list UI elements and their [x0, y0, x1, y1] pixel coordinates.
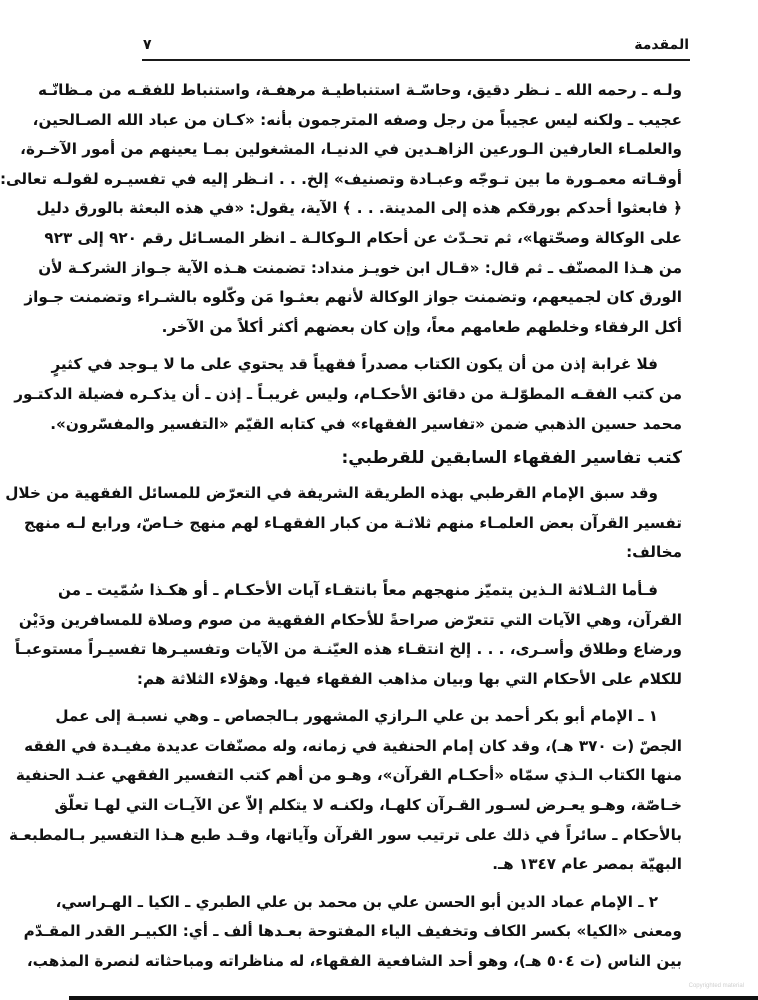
text-line: ٢ ـ الإمام عماد الدين أبو الحسن علي بن محمد بن علي الطبري ـ الكيا ـ الهـراسي، — [55, 892, 658, 911]
text-line: عجيب ـ ولكنه ليس عجيباً من رجل وصفه المترجمون بأنه: «كـان من عباد الله الصـالحين، — [32, 110, 682, 129]
text-line: تفسير القرآن بعض العلمـاء منهم ثلاثـة من كبار الفقهـاء لهم منهج خـاصّ، ورابع لـه منهج — [23, 513, 682, 532]
list-item-kiya-harrasi — [23, 888, 682, 977]
paragraph-conclusion — [14, 350, 682, 439]
text-line: البهيّة بمصر عام ١٣٤٧ هـ. — [492, 855, 682, 874]
paragraph-intro — [0, 76, 682, 342]
text-line: القرآن، وهي الآيات التي تتعرّض صراحةً للأحكام الفقهية من صوم وصلاة للمسافرين ودَيْن — [18, 610, 682, 629]
bottom-edge-bar — [69, 996, 758, 1000]
text-line: ١ ـ الإمام أبو بكر أحمد بن علي الـرازي المشهور بـالجصاص ـ وهي نسبـة إلى عمل — [55, 707, 658, 726]
list-item-jassas — [9, 702, 682, 880]
copyright-watermark: Copyrighted material — [688, 983, 744, 989]
paragraph-three-scholars — [14, 576, 682, 694]
text-line: فلا غرابة إذن من أن يكون الكتاب مصدراً فقهياً قد يحتوي على ما لا يـوجد في كثيرٍ — [51, 355, 658, 374]
text-line: وقد سبق الإمام القرطبي بهذه الطريقة الشريفة في التعرّض للمسائل الفقهية من خلال — [5, 484, 658, 503]
text-line: ورضاع وطلاق وأسـرى، . . . إلخ انتقـاء هذه العيّنـة من الآيات وتفسيـرها تفسيـراً مستوعبـاً — [14, 640, 682, 659]
page-number: ٧ — [143, 37, 152, 53]
body-text — [0, 76, 682, 977]
text-line: للكلام على الأحكام التي بها وبيان مذاهب الفقهاء فيها. وهؤلاء الثلاثة هم: — [136, 669, 682, 688]
text-line: ولـه ـ رحمه الله ـ نـظر دقيق، وحاسّـة استنباطيـة مرهفـة، واستنباط للفقـه من مـظانّـه — [38, 81, 682, 99]
paragraph-gap — [145, 342, 682, 350]
text-line: من كتب الفقـه المطوّلـة من دقائق الأحكـام، وليس غريبـاً ـ إذن ـ أن يذكـره فضيلة الدكتـور — [14, 384, 682, 403]
text-line: بين الناس (ت ٥٠٤ هـ)، وهو أحد الشافعية الفقهاء، له مناظراته ومباحثاته لنصرة المذهب، — [26, 952, 682, 971]
quran-quote-line: ﴿ فابعثوا أحدكم بورقكم هذه إلى المدينة. . . ﴾ الآية، يقول: «في هذه البعثة بالورق دليل — [36, 199, 682, 218]
text-line: منها الكتاب الـذي سمّاه «أحكـام القرآن»، وهـو من أهم كتب التفسير الفقهي عنـد الحنفية — [15, 766, 682, 785]
paragraph-predecessors — [5, 479, 682, 568]
text-line: أوقـاته معمـورة ما بين تـوجّه وعبـادة وتصنيف» إلخ. . . انـظر إليه في تفسيـره لقولـه تعالى: — [0, 169, 682, 188]
text-line: ومعنى «الكيا» بكسر الكاف وتخفيف الياء المفتوحة بعـدها ألف ـ أي: الكبيـر القدر المقـدّم — [23, 922, 682, 941]
text-line: من هـذا المصنّف ـ ثم قال: «قـال ابن خويـز منداد: تضمنت هـذه الآية جـواز الشركـة لأن — [38, 258, 682, 277]
text-line: مخالف: — [626, 543, 682, 562]
text-line: فـأما الثـلاثة الـذين يتميّز منهجهم معاً بانتقـاء آيات الأحكـام ـ أو هكـذا سُمّيت ـ من — [58, 580, 658, 599]
paragraph-gap — [145, 880, 682, 888]
text-line: والعلمـاء العارفين الـورعين الزاهـدين في الدنيـا، المشغولين بمـا يعينهم من أمور الآخـرة، — [20, 140, 682, 159]
paragraph-gap — [145, 568, 682, 576]
paragraph-gap — [145, 694, 682, 702]
running-head — [143, 34, 689, 56]
running-title: المقدمة — [634, 37, 689, 53]
header-rule — [142, 59, 690, 61]
text-line: أكل الرفقاء وخلطهم طعامهم معاً، وإن كان بعضهم أكثر أكلاً من الآخر. — [161, 317, 682, 336]
text-line: بالأحكام ـ سائراً في ذلك على ترتيب سور القرآن وآياتها، وقـد طبع هـذا التفسير بـالمطبعـة — [9, 825, 682, 844]
text-line: الورق كان لجميعهم، وتضمنت جواز الوكالة لأنهم بعثـوا مَن وكّلوه بالشـراء وتضمنت جـواز — [24, 288, 682, 307]
text-line: خـاصّة، وهـو يعـرض لسـور القـرآن كلهـا، ولكنـه لا يتكلم إلاّ عن الآيـات التي لهـا تعلّق — [54, 796, 682, 815]
text-line: على الوكالة وصحّتها»، ثم تحـدّث عن أحكام الـوكالـة ـ انظر المسـائل رقم ٩٢٠ إلى ٩٢٣ — [44, 228, 682, 247]
text-line: محمد حسين الذهبي ضمن «تفاسير الفقهاء» في كتابه القيّم «التفسير والمفسّرون». — [50, 414, 682, 433]
section-heading: كتب تفاسير الفقهاء السابقين للقرطبي: — [341, 448, 682, 469]
text-line: الجصّ (ت ٣٧٠ هـ)، وقد كان إمام الحنفية في زمانه، وله مصنّفات عديدة مفيـدة في الفقه — [24, 736, 682, 755]
